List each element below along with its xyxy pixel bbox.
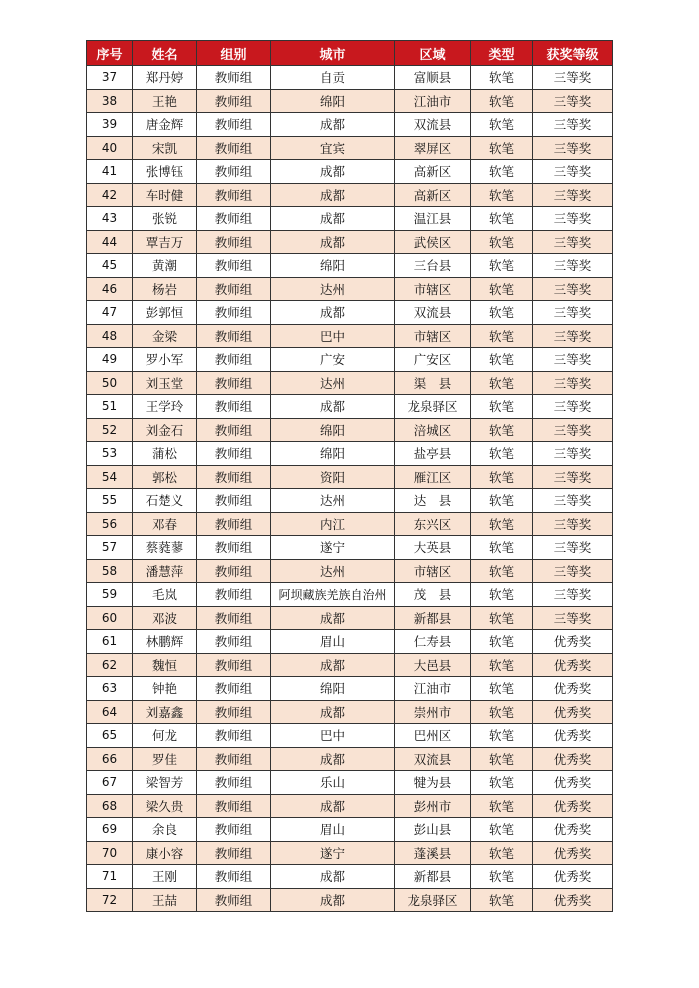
cell-name: 毛岚	[133, 583, 197, 607]
cell-name: 罗小军	[133, 348, 197, 372]
cell-type: 软笔	[471, 183, 533, 207]
cell-city: 成都	[271, 700, 395, 724]
cell-group: 教师组	[197, 630, 271, 654]
cell-district: 龙泉驿区	[395, 888, 471, 912]
cell-district: 双流县	[395, 113, 471, 137]
cell-award-level: 三等奖	[533, 183, 613, 207]
cell-type: 软笔	[471, 747, 533, 771]
table-row	[87, 183, 613, 207]
cell-name: 宋凯	[133, 136, 197, 160]
cell-group: 教师组	[197, 442, 271, 466]
table-row	[87, 724, 613, 748]
cell-award-level: 三等奖	[533, 160, 613, 184]
table-row	[87, 794, 613, 818]
cell-group: 教师组	[197, 747, 271, 771]
cell-group: 教师组	[197, 301, 271, 325]
header-district: 区域	[395, 41, 471, 66]
cell-index: 42	[87, 183, 133, 207]
cell-name: 刘嘉鑫	[133, 700, 197, 724]
cell-index: 69	[87, 818, 133, 842]
cell-name: 梁久贵	[133, 794, 197, 818]
cell-name: 林鹏辉	[133, 630, 197, 654]
cell-name: 刘金石	[133, 418, 197, 442]
cell-district: 大邑县	[395, 653, 471, 677]
cell-type: 软笔	[471, 888, 533, 912]
cell-type: 软笔	[471, 465, 533, 489]
cell-district: 高新区	[395, 183, 471, 207]
cell-city: 成都	[271, 207, 395, 231]
cell-group: 教师组	[197, 371, 271, 395]
cell-type: 软笔	[471, 66, 533, 90]
cell-type: 软笔	[471, 489, 533, 513]
cell-district: 双流县	[395, 301, 471, 325]
cell-type: 软笔	[471, 230, 533, 254]
cell-city: 成都	[271, 160, 395, 184]
cell-name: 邓波	[133, 606, 197, 630]
cell-award-level: 优秀奖	[533, 653, 613, 677]
cell-group: 教师组	[197, 559, 271, 583]
cell-award-level: 三等奖	[533, 489, 613, 513]
cell-district: 东兴区	[395, 512, 471, 536]
cell-index: 71	[87, 865, 133, 889]
table-row	[87, 89, 613, 113]
cell-group: 教师组	[197, 865, 271, 889]
cell-district: 仁寿县	[395, 630, 471, 654]
cell-name: 张博钰	[133, 160, 197, 184]
cell-group: 教师组	[197, 113, 271, 137]
cell-district: 双流县	[395, 747, 471, 771]
cell-award-level: 三等奖	[533, 442, 613, 466]
cell-city: 遂宁	[271, 841, 395, 865]
cell-group: 教师组	[197, 536, 271, 560]
cell-name: 钟艳	[133, 677, 197, 701]
cell-name: 唐金辉	[133, 113, 197, 137]
cell-type: 软笔	[471, 724, 533, 748]
cell-type: 软笔	[471, 794, 533, 818]
cell-award-level: 三等奖	[533, 536, 613, 560]
cell-district: 富顺县	[395, 66, 471, 90]
cell-group: 教师组	[197, 277, 271, 301]
cell-group: 教师组	[197, 160, 271, 184]
cell-group: 教师组	[197, 700, 271, 724]
cell-district: 市辖区	[395, 559, 471, 583]
table-row	[87, 841, 613, 865]
table-row	[87, 371, 613, 395]
cell-index: 68	[87, 794, 133, 818]
cell-district: 渠 县	[395, 371, 471, 395]
cell-name: 邓春	[133, 512, 197, 536]
cell-district: 犍为县	[395, 771, 471, 795]
cell-group: 教师组	[197, 348, 271, 372]
table-row	[87, 301, 613, 325]
cell-group: 教师组	[197, 66, 271, 90]
cell-type: 软笔	[471, 771, 533, 795]
cell-index: 40	[87, 136, 133, 160]
cell-index: 72	[87, 888, 133, 912]
cell-name: 石楚义	[133, 489, 197, 513]
cell-city: 眉山	[271, 818, 395, 842]
cell-group: 教师组	[197, 89, 271, 113]
cell-award-level: 三等奖	[533, 559, 613, 583]
cell-index: 64	[87, 700, 133, 724]
header-name: 姓名	[133, 41, 197, 66]
cell-type: 软笔	[471, 136, 533, 160]
table-row	[87, 324, 613, 348]
cell-name: 王艳	[133, 89, 197, 113]
cell-city: 绵阳	[271, 89, 395, 113]
cell-name: 蒲松	[133, 442, 197, 466]
table-row	[87, 465, 613, 489]
cell-index: 47	[87, 301, 133, 325]
cell-award-level: 三等奖	[533, 277, 613, 301]
cell-index: 49	[87, 348, 133, 372]
cell-city: 成都	[271, 395, 395, 419]
cell-city: 达州	[271, 277, 395, 301]
table-row	[87, 418, 613, 442]
cell-award-level: 三等奖	[533, 136, 613, 160]
cell-district: 三台县	[395, 254, 471, 278]
cell-name: 罗佳	[133, 747, 197, 771]
cell-index: 58	[87, 559, 133, 583]
cell-index: 59	[87, 583, 133, 607]
cell-index: 37	[87, 66, 133, 90]
cell-award-level: 三等奖	[533, 371, 613, 395]
cell-city: 巴中	[271, 324, 395, 348]
cell-name: 何龙	[133, 724, 197, 748]
cell-name: 王刚	[133, 865, 197, 889]
cell-award-level: 三等奖	[533, 418, 613, 442]
cell-award-level: 优秀奖	[533, 794, 613, 818]
cell-type: 软笔	[471, 113, 533, 137]
cell-city: 绵阳	[271, 442, 395, 466]
table-row	[87, 536, 613, 560]
cell-name: 车时健	[133, 183, 197, 207]
table-row	[87, 136, 613, 160]
cell-district: 彭州市	[395, 794, 471, 818]
cell-district: 江油市	[395, 89, 471, 113]
cell-type: 软笔	[471, 536, 533, 560]
cell-award-level: 三等奖	[533, 66, 613, 90]
cell-city: 眉山	[271, 630, 395, 654]
award-table	[86, 40, 613, 912]
cell-group: 教师组	[197, 724, 271, 748]
cell-district: 彭山县	[395, 818, 471, 842]
cell-type: 软笔	[471, 277, 533, 301]
cell-city: 达州	[271, 371, 395, 395]
cell-city: 成都	[271, 606, 395, 630]
cell-name: 王学玲	[133, 395, 197, 419]
cell-type: 软笔	[471, 442, 533, 466]
cell-name: 潘慧萍	[133, 559, 197, 583]
cell-city: 绵阳	[271, 418, 395, 442]
table-row	[87, 747, 613, 771]
cell-group: 教师组	[197, 841, 271, 865]
cell-city: 达州	[271, 559, 395, 583]
cell-type: 软笔	[471, 89, 533, 113]
cell-district: 温江县	[395, 207, 471, 231]
cell-district: 高新区	[395, 160, 471, 184]
table-row	[87, 512, 613, 536]
cell-district: 龙泉驿区	[395, 395, 471, 419]
cell-award-level: 三等奖	[533, 230, 613, 254]
cell-city: 成都	[271, 301, 395, 325]
cell-index: 66	[87, 747, 133, 771]
cell-award-level: 优秀奖	[533, 630, 613, 654]
cell-group: 教师组	[197, 653, 271, 677]
cell-index: 70	[87, 841, 133, 865]
cell-group: 教师组	[197, 818, 271, 842]
cell-award-level: 三等奖	[533, 395, 613, 419]
table-row	[87, 865, 613, 889]
cell-index: 46	[87, 277, 133, 301]
cell-index: 48	[87, 324, 133, 348]
cell-index: 55	[87, 489, 133, 513]
table-row	[87, 348, 613, 372]
cell-award-level: 三等奖	[533, 89, 613, 113]
cell-index: 38	[87, 89, 133, 113]
cell-group: 教师组	[197, 489, 271, 513]
cell-group: 教师组	[197, 512, 271, 536]
cell-index: 67	[87, 771, 133, 795]
cell-city: 成都	[271, 113, 395, 137]
cell-name: 余良	[133, 818, 197, 842]
cell-award-level: 优秀奖	[533, 747, 613, 771]
cell-type: 软笔	[471, 371, 533, 395]
table-row	[87, 254, 613, 278]
cell-district: 新都县	[395, 606, 471, 630]
cell-award-level: 优秀奖	[533, 865, 613, 889]
cell-name: 覃吉万	[133, 230, 197, 254]
cell-city: 达州	[271, 489, 395, 513]
cell-city: 成都	[271, 865, 395, 889]
cell-index: 62	[87, 653, 133, 677]
cell-group: 教师组	[197, 324, 271, 348]
cell-city: 遂宁	[271, 536, 395, 560]
cell-group: 教师组	[197, 395, 271, 419]
cell-district: 茂 县	[395, 583, 471, 607]
cell-name: 彭郭恒	[133, 301, 197, 325]
cell-city: 成都	[271, 888, 395, 912]
cell-type: 软笔	[471, 865, 533, 889]
header-index: 序号	[87, 41, 133, 66]
header-group: 组别	[197, 41, 271, 66]
cell-type: 软笔	[471, 677, 533, 701]
cell-district: 达 县	[395, 489, 471, 513]
table-row	[87, 559, 613, 583]
cell-group: 教师组	[197, 794, 271, 818]
header-city: 城市	[271, 41, 395, 66]
cell-district: 大英县	[395, 536, 471, 560]
table-row	[87, 677, 613, 701]
cell-type: 软笔	[471, 559, 533, 583]
cell-award-level: 优秀奖	[533, 841, 613, 865]
cell-group: 教师组	[197, 230, 271, 254]
cell-group: 教师组	[197, 207, 271, 231]
cell-name: 郑丹婷	[133, 66, 197, 90]
cell-name: 梁智芳	[133, 771, 197, 795]
table-row	[87, 66, 613, 90]
cell-award-level: 优秀奖	[533, 724, 613, 748]
cell-index: 45	[87, 254, 133, 278]
cell-name: 刘玉堂	[133, 371, 197, 395]
cell-award-level: 三等奖	[533, 324, 613, 348]
cell-name: 蔡蕤蓼	[133, 536, 197, 560]
table-row	[87, 653, 613, 677]
cell-city: 成都	[271, 653, 395, 677]
cell-district: 武侯区	[395, 230, 471, 254]
cell-city: 成都	[271, 747, 395, 771]
cell-award-level: 三等奖	[533, 606, 613, 630]
award-list-sheet	[86, 40, 612, 912]
cell-name: 张锐	[133, 207, 197, 231]
cell-index: 60	[87, 606, 133, 630]
cell-district: 市辖区	[395, 324, 471, 348]
cell-group: 教师组	[197, 136, 271, 160]
cell-district: 市辖区	[395, 277, 471, 301]
cell-city: 成都	[271, 794, 395, 818]
cell-index: 39	[87, 113, 133, 137]
cell-district: 崇州市	[395, 700, 471, 724]
cell-index: 50	[87, 371, 133, 395]
cell-award-level: 三等奖	[533, 207, 613, 231]
cell-group: 教师组	[197, 465, 271, 489]
cell-city: 自贡	[271, 66, 395, 90]
cell-district: 广安区	[395, 348, 471, 372]
cell-city: 巴中	[271, 724, 395, 748]
cell-district: 涪城区	[395, 418, 471, 442]
cell-index: 65	[87, 724, 133, 748]
cell-city: 绵阳	[271, 677, 395, 701]
cell-name: 黄潮	[133, 254, 197, 278]
cell-group: 教师组	[197, 418, 271, 442]
cell-type: 软笔	[471, 818, 533, 842]
table-row	[87, 888, 613, 912]
cell-award-level: 三等奖	[533, 348, 613, 372]
cell-district: 江油市	[395, 677, 471, 701]
cell-type: 软笔	[471, 841, 533, 865]
cell-city: 广安	[271, 348, 395, 372]
cell-type: 软笔	[471, 700, 533, 724]
cell-city: 乐山	[271, 771, 395, 795]
table-row	[87, 583, 613, 607]
cell-type: 软笔	[471, 418, 533, 442]
cell-group: 教师组	[197, 771, 271, 795]
cell-district: 蓬溪县	[395, 841, 471, 865]
cell-award-level: 优秀奖	[533, 888, 613, 912]
table-body	[87, 66, 613, 912]
cell-index: 53	[87, 442, 133, 466]
cell-award-level: 优秀奖	[533, 677, 613, 701]
cell-index: 61	[87, 630, 133, 654]
cell-index: 54	[87, 465, 133, 489]
cell-group: 教师组	[197, 583, 271, 607]
cell-city: 阿坝藏族羌族自治州	[271, 583, 395, 607]
cell-type: 软笔	[471, 653, 533, 677]
table-row	[87, 207, 613, 231]
table-row	[87, 395, 613, 419]
table-row	[87, 700, 613, 724]
cell-index: 44	[87, 230, 133, 254]
cell-city: 宜宾	[271, 136, 395, 160]
table-row	[87, 606, 613, 630]
cell-type: 软笔	[471, 324, 533, 348]
cell-city: 资阳	[271, 465, 395, 489]
cell-district: 盐亭县	[395, 442, 471, 466]
cell-district: 翠屏区	[395, 136, 471, 160]
table-row	[87, 442, 613, 466]
table-row	[87, 160, 613, 184]
cell-group: 教师组	[197, 183, 271, 207]
cell-index: 57	[87, 536, 133, 560]
cell-type: 软笔	[471, 395, 533, 419]
cell-type: 软笔	[471, 348, 533, 372]
cell-city: 成都	[271, 230, 395, 254]
cell-district: 雁江区	[395, 465, 471, 489]
cell-city: 成都	[271, 183, 395, 207]
table-row	[87, 771, 613, 795]
cell-name: 郭松	[133, 465, 197, 489]
cell-group: 教师组	[197, 677, 271, 701]
cell-name: 杨岩	[133, 277, 197, 301]
cell-name: 王喆	[133, 888, 197, 912]
header-award-level: 获奖等级	[533, 41, 613, 66]
cell-index: 63	[87, 677, 133, 701]
cell-group: 教师组	[197, 888, 271, 912]
table-row	[87, 113, 613, 137]
cell-index: 43	[87, 207, 133, 231]
cell-district: 新都县	[395, 865, 471, 889]
cell-award-level: 三等奖	[533, 301, 613, 325]
cell-index: 52	[87, 418, 133, 442]
header-row	[87, 41, 613, 66]
table-row	[87, 818, 613, 842]
cell-type: 软笔	[471, 583, 533, 607]
cell-city: 内江	[271, 512, 395, 536]
cell-type: 软笔	[471, 630, 533, 654]
cell-award-level: 优秀奖	[533, 818, 613, 842]
table-row	[87, 630, 613, 654]
cell-type: 软笔	[471, 160, 533, 184]
cell-award-level: 优秀奖	[533, 700, 613, 724]
cell-name: 魏恒	[133, 653, 197, 677]
cell-type: 软笔	[471, 207, 533, 231]
cell-name: 金梁	[133, 324, 197, 348]
cell-type: 软笔	[471, 254, 533, 278]
cell-group: 教师组	[197, 606, 271, 630]
cell-award-level: 三等奖	[533, 465, 613, 489]
cell-index: 51	[87, 395, 133, 419]
table-row	[87, 277, 613, 301]
cell-index: 41	[87, 160, 133, 184]
cell-award-level: 三等奖	[533, 512, 613, 536]
cell-award-level: 三等奖	[533, 583, 613, 607]
cell-award-level: 三等奖	[533, 113, 613, 137]
cell-name: 康小容	[133, 841, 197, 865]
cell-award-level: 三等奖	[533, 254, 613, 278]
cell-city: 绵阳	[271, 254, 395, 278]
cell-award-level: 优秀奖	[533, 771, 613, 795]
cell-group: 教师组	[197, 254, 271, 278]
cell-type: 软笔	[471, 606, 533, 630]
cell-index: 56	[87, 512, 133, 536]
table-row	[87, 489, 613, 513]
table-row	[87, 230, 613, 254]
cell-district: 巴州区	[395, 724, 471, 748]
header-type: 类型	[471, 41, 533, 66]
cell-type: 软笔	[471, 301, 533, 325]
cell-type: 软笔	[471, 512, 533, 536]
